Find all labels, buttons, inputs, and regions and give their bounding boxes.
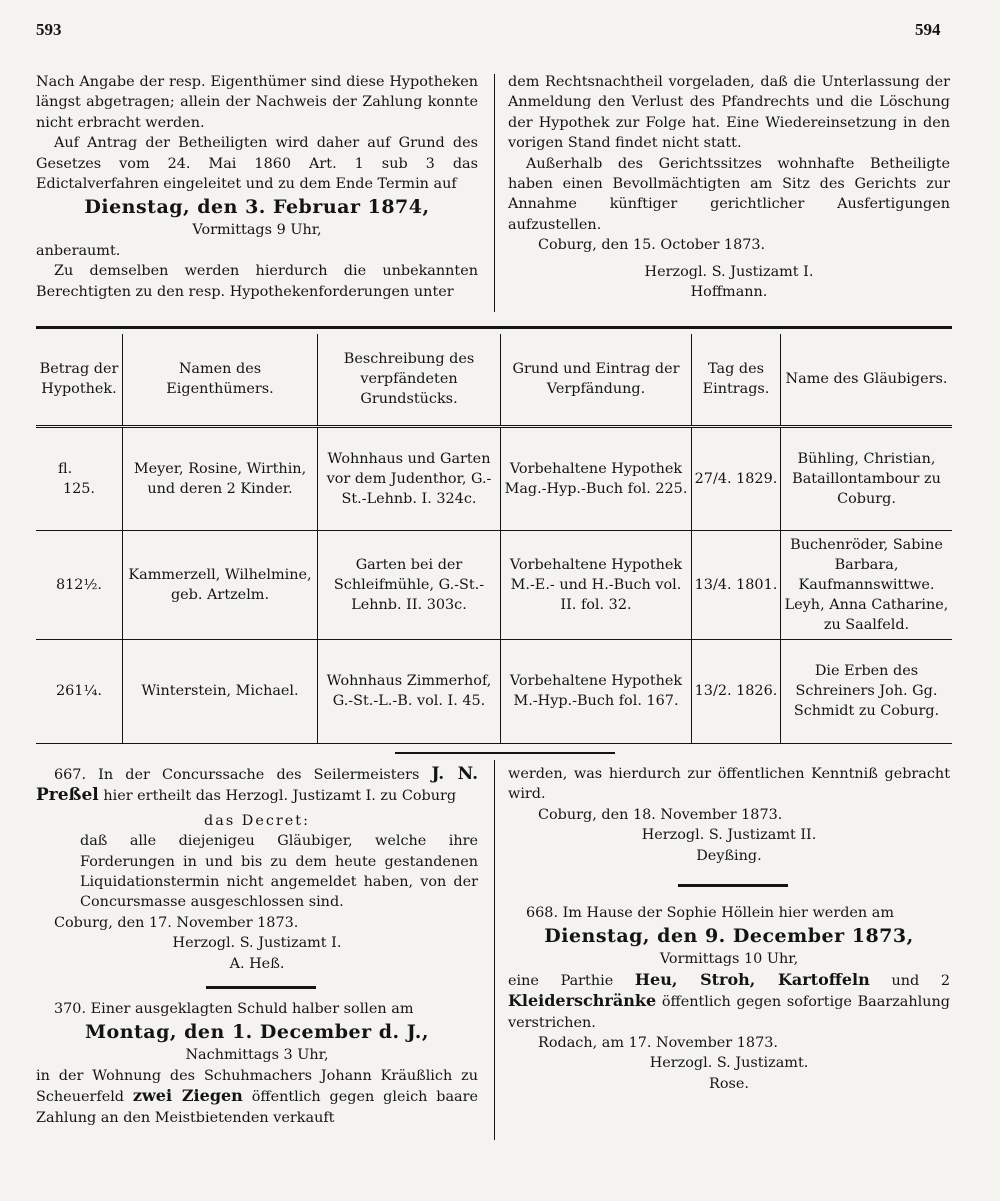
header-creditor: Name des Gläubigers. xyxy=(781,334,953,426)
separator-rule xyxy=(395,752,615,754)
notice-668-text xyxy=(508,970,950,1033)
header-owner: Namen des Eigenthümers. xyxy=(123,334,318,426)
place-date: Coburg, den 15. October 1873. xyxy=(538,237,766,254)
place-date: Coburg, den 17. November 1873. xyxy=(54,914,299,931)
owner-cell: Meyer, Rosine, Wirthin, und deren 2 Kinder. xyxy=(123,426,318,530)
basis-cell: Vorbehaltene Hypothek Mag.-Hyp.-Buch fol. 225. xyxy=(501,426,692,530)
auction-time: Nachmittags 3 Uhr, xyxy=(185,1047,329,1064)
place-date: Coburg, den 18. November 1873. xyxy=(538,806,783,823)
amount-cell: 261¼. xyxy=(36,639,123,743)
text: eine Parthie xyxy=(508,972,614,989)
page-number-left: 593 xyxy=(36,20,62,39)
office: Herzogl. S. Justizamt II. xyxy=(641,827,817,844)
signature: Deyßing. xyxy=(696,847,762,864)
signature: A. Heß. xyxy=(229,955,285,972)
place-date: Rodach, am 17. November 1873. xyxy=(538,1035,778,1052)
decree-text: daß alle diejenigeu Gläubiger, welche ihre Forderungen in und bis zu dem heute gestandenen Liquidationstermin nicht angemeldet haben, von der Concursmasse ausgeschlossen sind. xyxy=(80,833,478,911)
auction-date: Dienstag, den 9. December 1873, xyxy=(544,925,914,948)
office: Herzogl. S. Justizamt I. xyxy=(172,935,342,952)
notice-intro: 667. In der Concurssache des Seilermeisters xyxy=(54,767,420,783)
date-cell: 27/4. 1829. xyxy=(692,426,781,530)
header-amount: Betrag der Hypothek. xyxy=(36,334,123,426)
date-cell: 13/4. 1801. xyxy=(692,530,781,639)
header-property: Beschreibung des verpfändeten Grundstücks. xyxy=(318,334,501,426)
table-row xyxy=(36,639,952,743)
owner-cell: Kammerzell, Wilhelmine, geb. Artzelm. xyxy=(123,530,318,639)
paragraph: Zu demselben werden hierdurch die unbekannten Berechtigten zu den resp. Hypothekenforderungen unter xyxy=(36,263,478,300)
text: und 2 xyxy=(891,972,951,989)
paragraph: anberaumt. xyxy=(36,242,121,259)
column-divider xyxy=(494,760,495,1140)
auction-date: Montag, den 1. December d. J., xyxy=(85,1021,429,1044)
text: öffentlich gegen sofortige Baarzahlung verstrichen. xyxy=(508,994,950,1031)
mortgage-table xyxy=(36,334,952,744)
notice-370-text xyxy=(36,1066,478,1128)
paragraph: Außerhalb des Gerichtssitzes wohnhafte Betheiligte haben einen Bevollmächtigten am Sitz des Gerichts zur Annahme künftiger gerichtlicher Ausfertigungen aufzustellen. xyxy=(508,155,950,233)
creditor-cell: Bühling, Christian, Bataillontambour zu Coburg. xyxy=(781,426,953,530)
notice-intro-end: hier ertheilt das Herzogl. Justizamt I. zu Coburg xyxy=(103,788,457,805)
notice-668-intro: 668. Im Hause der Sophie Höllein hier werden am xyxy=(526,905,895,922)
paragraph: Auf Antrag der Betheiligten wird daher auf Grund des Gesetzes vom 24. Mai 1860 Art. 1 sub 3 das Edictalverfahren eingeleitet und zu dem Ende Termin auf xyxy=(36,135,478,193)
goods: Kleiderschränke xyxy=(508,991,657,1011)
owner-cell: Winterstein, Michael. xyxy=(123,639,318,743)
paragraph: dem Rechtsnachtheil vorgeladen, daß die Unterlassung der Anmeldung den Verlust des Pfandrechts und die Löschung der Hypothek zur Folge hat. Eine Wiedereinsetzung in den vorigen Stand findet nicht statt. xyxy=(508,74,950,152)
page-number-right: 594 xyxy=(915,20,941,39)
signature: Rose. xyxy=(709,1075,749,1092)
separator-rule xyxy=(678,884,788,887)
decree-title: das Decret: xyxy=(204,812,310,829)
property-cell: Wohnhaus und Garten vor dem Judenthor, G.-St.-Lehnb. I. 324c. xyxy=(318,426,501,530)
office: Herzogl. S. Justizamt. xyxy=(649,1055,809,1072)
hearing-date: Dienstag, den 3. Februar 1874, xyxy=(84,196,430,219)
top-left-column xyxy=(36,72,478,302)
table-row xyxy=(36,426,952,530)
bottom-left-column xyxy=(36,764,478,1128)
text: in der Wohnung des Schuhmachers Johann Kräußlich zu Scheuerfeld xyxy=(36,1067,478,1106)
table-top-rule xyxy=(36,326,952,329)
basis-cell: Vorbehaltene Hypothek M.-E.- und H.-Buch vol. II. fol. 32. xyxy=(501,530,692,639)
auction-time: Vormittags 10 Uhr, xyxy=(659,951,799,968)
goods: Heu, Stroh, Kartoffeln xyxy=(634,969,870,989)
notice-667 xyxy=(36,764,478,807)
property-cell: Wohnhaus Zimmerhof, G.-St.-L.-B. vol. I. 45. xyxy=(318,639,501,743)
top-right-column xyxy=(508,72,950,302)
separator-rule xyxy=(206,986,316,989)
bottom-right-column xyxy=(508,764,950,1094)
hearing-time: Vormittags 9 Uhr, xyxy=(192,222,322,239)
amount-cell xyxy=(36,426,123,530)
header-date: Tag des Eintrags. xyxy=(692,334,781,426)
creditor-cell: Die Erben des Schreiners Joh. Gg. Schmidt zu Coburg. xyxy=(781,639,953,743)
office: Herzogl. S. Justizamt I. xyxy=(644,263,814,280)
notice-370-intro: 370. Einer ausgeklagten Schuld halber sollen am xyxy=(54,1001,414,1018)
text: öffentlich gegen gleich baare Zahlung an den Meistbietenden verkauft xyxy=(36,1089,479,1126)
header-basis: Grund und Eintrag der Verpfändung. xyxy=(501,334,692,426)
currency: fl. xyxy=(58,460,73,477)
table-header-row xyxy=(36,334,952,426)
amount: 125. xyxy=(62,480,96,497)
paragraph: Nach Angabe der resp. Eigenthümer sind diese Hypotheken längst abgetragen; allein der Nachweis der Zahlung konnte nicht erbracht werden. xyxy=(36,74,478,131)
column-divider xyxy=(494,74,495,312)
amount-cell: 812½. xyxy=(36,530,123,639)
signature: Hoffmann. xyxy=(690,284,768,301)
creditor-cell: Buchenröder, Sabine Barbara, Kaufmannswittwe. Leyh, Anna Catharine, zu Saalfeld. xyxy=(781,530,953,639)
table-row xyxy=(36,530,952,639)
notice-370-continued: werden, was hierdurch zur öffentlichen Kenntniß gebracht wird. xyxy=(508,766,950,803)
property-cell: Garten bei der Schleifmühle, G.-St.-Lehnb. II. 303c. xyxy=(318,530,501,639)
basis-cell: Vorbehaltene Hypothek M.-Hyp.-Buch fol. 167. xyxy=(501,639,692,743)
goods: zwei Ziegen xyxy=(132,1086,243,1106)
debtor-name: J. N. Preßel xyxy=(36,764,479,806)
date-cell: 13/2. 1826. xyxy=(692,639,781,743)
